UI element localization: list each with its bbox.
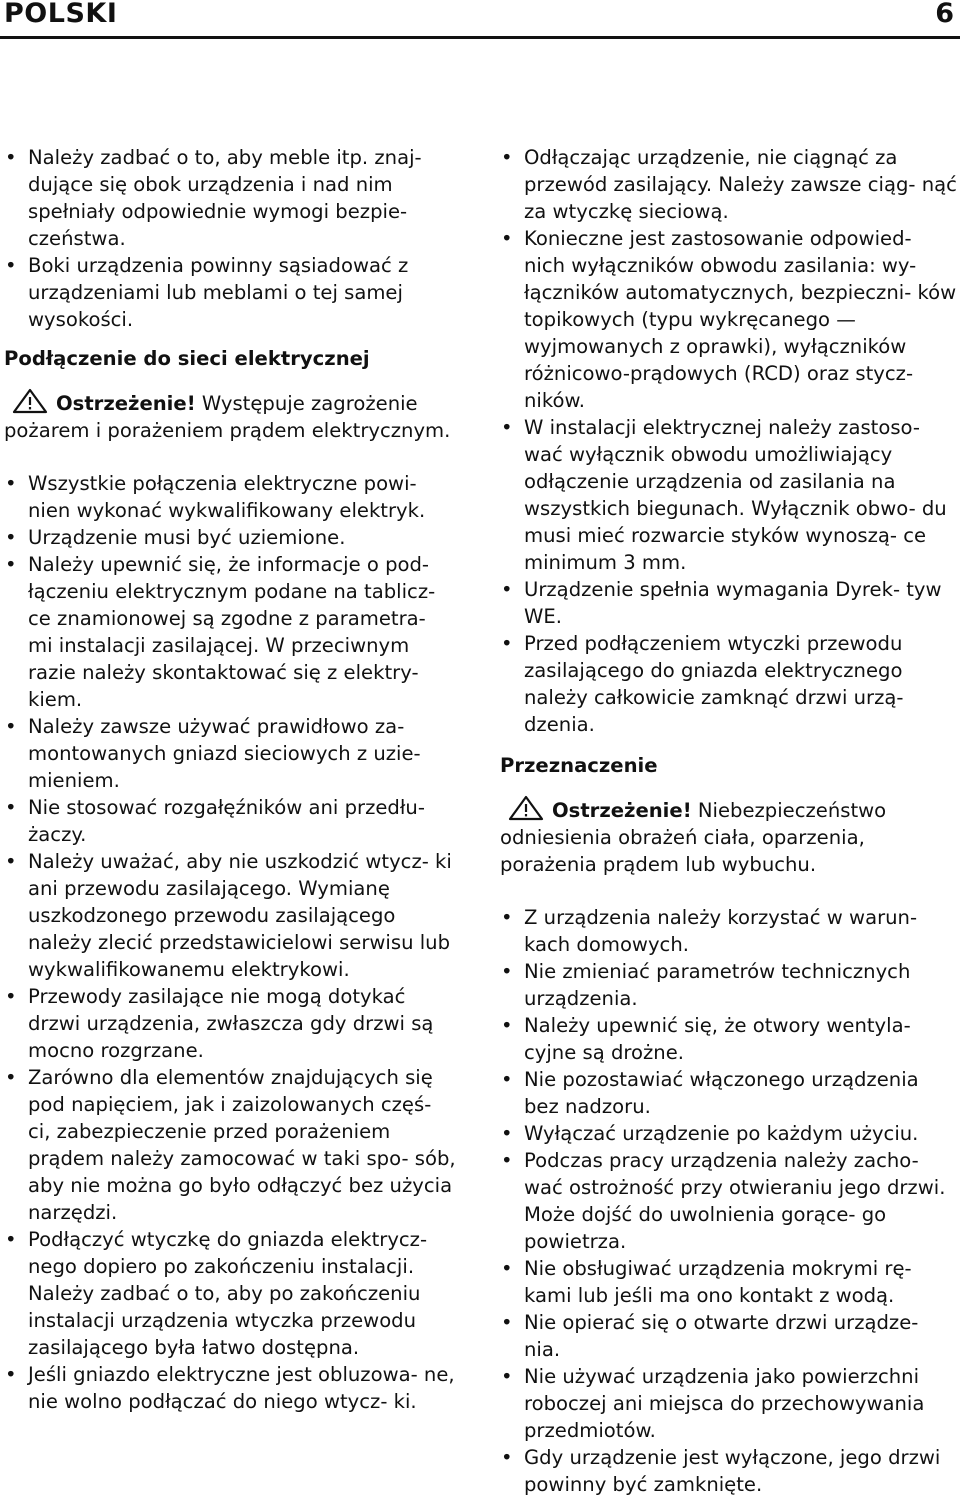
list-item: • W instalacji elektrycznej należy zastoso- wać wyłącznik obwodu umożliwiający odłączenie urządzenia od zasilania na wszystkich biegunach. Wyłącznik obwo- du musi mieć rozwarcie styków wynoszą- ce minimum 3 mm. [500, 414, 958, 576]
warning-intended-use [500, 795, 958, 878]
right-list [500, 904, 958, 1498]
list-item: • Z urządzenia należy korzystać w warun- kach domowych. [500, 904, 958, 958]
left-top-list [4, 144, 456, 333]
list-item: • Odłączając urządzenie, nie ciągnąć za przewód zasilający. Należy zawsze ciąg- nąć za wtyczkę sieciową. [500, 144, 958, 225]
right-column [500, 144, 958, 1498]
right-top-list [500, 144, 958, 738]
warning-label: Ostrzeżenie! [56, 392, 196, 415]
warning-text: Występuje zagrożenie pożarem i porażeniem prądem elektrycznym. [4, 392, 451, 442]
list-item: • Urządzenie musi być uziemione. [4, 524, 456, 551]
list-item: • Konieczne jest zastosowanie odpowied- nich wyłączników obwodu zasilania: wy- łączników automatycznych, bezpieczni- ków topikowych (typu wykręcanego — wyjmowanych z oprawki), wyłączników różnicowo-prądowych (RCD) oraz stycz- ników. [500, 225, 958, 414]
list-item: • Należy zawsze używać prawidłowo za- montowanych gniazd sieciowych z uzie- mieniem. [4, 713, 456, 794]
section-heading-intended-use: Przeznaczenie [500, 754, 658, 777]
list-item: • Nie opierać się o otwarte drzwi urządze- nia. [500, 1309, 958, 1363]
list-item: • Nie stosować rozgałęźników ani przedłu- żaczy. [4, 794, 456, 848]
warning-electrical [4, 388, 456, 444]
list-item: • Nie używać urządzenia jako powierzchni roboczej ani miejsca do przechowywania przedmiotów. [500, 1363, 958, 1444]
list-item: • Należy upewnić się, że informacje o pod- łączeniu elektrycznym podane na tablicz- ce znamionowej są zgodne z parametra- mi instalacji zasilającej. W przeciwnym razie należy skontaktować się z elektry- kiem. [4, 551, 456, 713]
page-number: 6 [935, 0, 954, 29]
warning-label: Ostrzeżenie! [552, 799, 692, 822]
list-item: • Przed podłączeniem wtyczki przewodu zasilającego do gniazda elektrycznego należy całkowicie zamknąć drzwi urzą- dzenia. [500, 630, 958, 738]
list-item: • Podczas pracy urządzenia należy zacho- wać ostrożność przy otwieraniu jego drzwi. Może dojść do uwolnienia gorące- go powietrza. [500, 1147, 958, 1255]
list-item: • Nie pozostawiać włączonego urządzenia bez nadzoru. [500, 1066, 958, 1120]
list-item: • Wszystkie połączenia elektryczne powi- nien wykonać wykwalifikowany elektryk. [4, 470, 456, 524]
list-item: • Gdy urządzenie jest wyłączone, jego drzwi powinny być zamknięte. [500, 1444, 958, 1498]
language-label: POLSKI [4, 0, 118, 29]
list-item: • Nie zmieniać parametrów technicznych urządzenia. [500, 958, 958, 1012]
list-item: • Należy uważać, aby nie uszkodzić wtycz- ki ani przewodu zasilającego. Wymianę uszkodzonego przewodu zasilającego należy zlecić przedstawicielowi serwisu lub wykwalifikowanemu elektrykowi. [4, 848, 456, 983]
section-heading-electrical: Podłączenie do sieci elektrycznej [4, 347, 370, 370]
list-item: • Należy upewnić się, że otwory wentyla- cyjne są drożne. [500, 1012, 958, 1066]
list-item: • Jeśli gniazdo elektryczne jest obluzowa- ne, nie wolno podłączać do niego wtycz- ki. [4, 1361, 456, 1415]
list-item: • Nie obsługiwać urządzenia mokrymi rę- kami lub jeśli ma ono kontakt z wodą. [500, 1255, 958, 1309]
warning-triangle-icon [12, 388, 48, 414]
list-item: • Wyłączać urządzenie po każdym użyciu. [500, 1120, 958, 1147]
list-item: • Podłączyć wtyczkę do gniazda elektrycz- nego dopiero po zakończeniu instalacji. Należy zadbać o to, aby po zakończeniu instalacji urządzenia wtyczka przewodu zasilającego była łatwo dostępna. [4, 1226, 456, 1361]
list-item: • Należy zadbać o to, aby meble itp. znaj- dujące się obok urządzenia i nad nim spełniały odpowiednie wymogi bezpie- czeństwa. [4, 144, 456, 252]
warning-text: Niebezpieczeństwo odniesienia obrażeń ciała, oparzenia, porażenia prądem lub wybuchu. [500, 799, 887, 876]
list-item: • Boki urządzenia powinny sąsiadować z urządzeniami lub meblami o tej samej wysokości. [4, 252, 456, 333]
left-list [4, 470, 456, 1415]
list-item: • Urządzenie spełnia wymagania Dyrek- tyw WE. [500, 576, 958, 630]
list-item: • Zarówno dla elementów znajdujących się pod napięciem, jak i zaizolowanych częś- ci, zabezpieczenie przed porażeniem prądem należy zamocować w taki spo- sób, aby nie można go było odłączyć bez użycia narzędzi. [4, 1064, 456, 1226]
page-header [0, 0, 960, 39]
list-item: • Przewody zasilające nie mogą dotykać drzwi urządzenia, zwłaszcza gdy drzwi są mocno rozgrzane. [4, 983, 456, 1064]
warning-triangle-icon [508, 795, 544, 821]
left-column [4, 144, 456, 1415]
